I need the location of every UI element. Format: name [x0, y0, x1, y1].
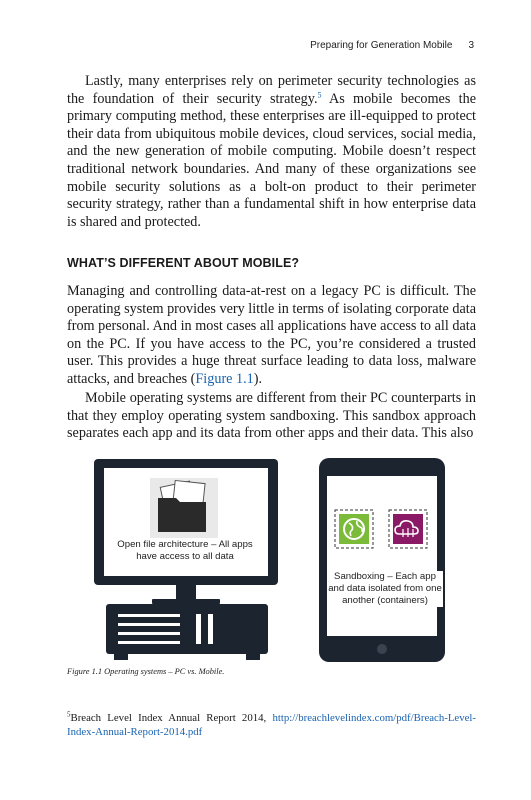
- figure-reference-link[interactable]: Figure 1.1: [195, 370, 254, 387]
- footnote-mark: 5: [67, 710, 71, 719]
- footnote-text: Breach Level Index Annual Report 2014,: [70, 712, 273, 724]
- paragraph-mobile-sandboxing: Mobile operating systems are different from their PC counterparts in that they employ operating system sandboxing. This sandbox approach separates each app and its data from other apps and their data. This also: [67, 390, 476, 442]
- cloud-app-icon: [389, 510, 427, 548]
- figure-caption: Figure 1.1 Operating systems – PC vs. Mobile.: [67, 667, 225, 676]
- globe-app-icon: [335, 510, 373, 548]
- paragraph2-text-before: Managing and controlling data-at-rest on a legacy PC is difficult. The operating system provides very little in terms of isolating corporate data from personal. And in most cases all applications have access to all data on the PC. If you have access to the PC, you’re considered a trusted user. This provides a huge threat surface leading to data loss, malware attacks, and breaches (: [67, 283, 476, 387]
- section-heading: WHAT’S DIFFERENT ABOUT MOBILE?: [67, 256, 300, 270]
- tablet-label: Sandboxing – Each app and data isolated from one another (containers): [328, 571, 442, 606]
- figure-os-comparison: [94, 458, 446, 663]
- paragraph-perimeter-security: [67, 73, 476, 231]
- page-number: 3: [468, 40, 474, 51]
- tablet-device-icon: [319, 458, 445, 662]
- footnote-reference[interactable]: 5: [317, 89, 322, 99]
- running-head: [310, 40, 474, 51]
- pc-label: Open file architecture – All apps have access to all data: [117, 539, 253, 562]
- folder-icon: [150, 478, 218, 538]
- pc-tower-icon: [106, 604, 268, 660]
- paragraph-legacy-pc: [67, 283, 476, 389]
- paragraph1-text-after: As mobile becomes the primary computing method, these enterprises are ill-equipped to protect their data from ubiquitous mobile devices, cloud services, social media, and the new generation of mobile computing. Mobile doesn’t respect traditional network boundaries. And many of these organizations see mobile security solutions as a bolt-on product to their perimeter security strategy, rather than a fundamental shift in how enterprise data is shared and protected.: [67, 90, 476, 230]
- footnote-link[interactable]: http://breachlevelindex.com/pdf/Breach-Level-Index-Annual-Report-2014.pdf: [67, 712, 476, 738]
- paragraph2-text-after: ).: [253, 370, 263, 387]
- paragraph1-text-before: Lastly, many enterprises rely on perimeter security technologies as the foundation of their security strategy.: [67, 73, 476, 107]
- running-head-title: Preparing for Generation Mobile: [310, 40, 453, 51]
- footnote: [67, 711, 476, 739]
